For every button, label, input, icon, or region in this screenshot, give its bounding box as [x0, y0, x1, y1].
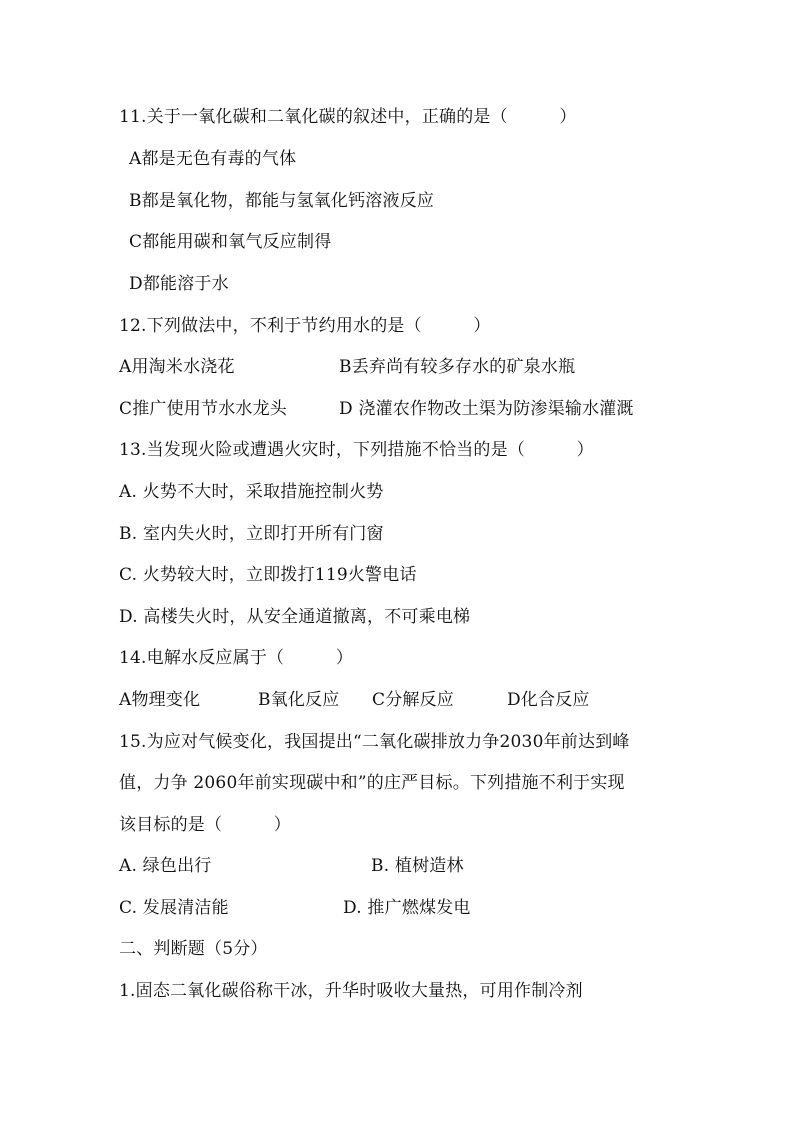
question-11-option-a: A都是无色有毒的气体: [129, 149, 297, 169]
question-12-option-d: D 浇灌农作物改土渠为防渗渠输水灌溉: [339, 399, 634, 419]
question-13-stem: 13.当发现火险或遭遇火灾时，下列措施不恰当的是（ ）: [119, 440, 594, 460]
question-11-option-b: B都是氧化物，都能与氢氧化钙溶液反应: [129, 191, 435, 211]
question-13-option-b: B. 室内失火时，立即打开所有门窗: [119, 524, 384, 544]
question-15-option-d: D. 推广燃煤发电: [343, 898, 471, 918]
question-14-option-d: D化合反应: [507, 690, 590, 710]
judgement-item-1: 1.固态二氧化碳俗称干冰，升华时吸收大量热，可用作制冷剂: [119, 981, 583, 1001]
question-13-option-d: D. 高楼失火时，从安全通道撤离，不可乘电梯: [119, 607, 471, 627]
question-14-stem: 14.电解水反应属于（ ）: [119, 648, 354, 668]
question-11-stem: 11.关于一氧化碳和二氧化碳的叙述中，正确的是（ ）: [119, 107, 577, 127]
question-15-option-c: C. 发展清洁能: [119, 898, 229, 918]
question-15-stem-line-3: 该目标的是（ ）: [119, 815, 291, 835]
question-11-option-d: D都能溶于水: [129, 274, 229, 294]
question-13-option-a: A. 火势不大时，采取措施控制火势: [119, 482, 384, 502]
question-11-option-c: C都能用碳和氧气反应制得: [129, 232, 332, 252]
question-15-option-a: A. 绿色出行: [119, 856, 212, 876]
question-14-option-c: C分解反应: [372, 690, 455, 710]
question-14-option-b: B氧化反应: [258, 690, 340, 710]
section-2-heading: 二、判断题（5分）: [119, 939, 268, 959]
question-13-option-c: C. 火势较大时，立即拨打119火警电话: [119, 565, 417, 585]
question-12-option-a: A用淘米水浇花: [119, 357, 235, 377]
question-15-stem-line-1: 15.为应对气候变化，我国提出“二氧化碳排放力争2030年前达到峰: [119, 732, 630, 752]
question-15-option-b: B. 植树造林: [371, 856, 464, 876]
question-12-option-c: C推广使用节水水龙头: [119, 399, 288, 419]
question-15-stem-line-2: 值，力争 2060年前实现碳中和”的庄严目标。下列措施不利于实现: [119, 773, 625, 793]
question-12-stem: 12.下列做法中，不利于节约用水的是（ ）: [119, 316, 491, 336]
question-14-option-a: A物理变化: [119, 690, 201, 710]
question-12-option-b: B丢弃尚有较多存水的矿泉水瓶: [339, 357, 576, 377]
